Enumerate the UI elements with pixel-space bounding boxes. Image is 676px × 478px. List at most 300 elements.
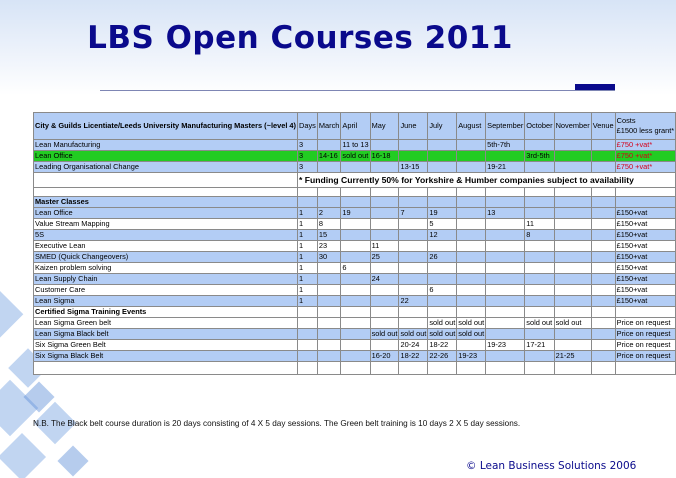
course-name: Lean Sigma Green belt: [34, 318, 298, 329]
schedule-cell: 1: [298, 274, 318, 285]
schedule-cell: sold out: [458, 329, 485, 338]
schedule-cell: [486, 329, 525, 340]
schedule-cell: sold out: [400, 329, 427, 338]
blank-cell: [428, 362, 457, 375]
schedule-cell: [525, 296, 554, 307]
schedule-cell: [317, 351, 341, 362]
schedule-cell: 8: [525, 230, 554, 241]
schedule-cell: 16-20: [370, 351, 399, 362]
title-rule-accent: [575, 84, 615, 90]
schedule-cell: [399, 140, 428, 151]
blank-cell: [428, 197, 457, 208]
schedule-cell: 13-15: [399, 162, 428, 173]
blank-cell: [615, 188, 676, 197]
schedule-cell: [298, 329, 318, 340]
column-header: Days: [298, 113, 318, 140]
schedule-cell: [341, 340, 370, 351]
schedule-cell: [428, 241, 457, 252]
course-name: Leading Organisational Change: [34, 162, 298, 173]
schedule-cell: 1: [298, 252, 318, 263]
course-cost: £150+vat: [615, 241, 676, 252]
course-name: Executive Lean: [34, 241, 298, 252]
schedule-cell: [317, 285, 341, 296]
header-course-title: City & Guilds Licentiate/Leeds University Manufacturing Masters (~level 4): [34, 113, 298, 140]
blank-cell: [399, 362, 428, 375]
schedule-cell: [554, 208, 591, 219]
schedule-cell: [525, 162, 554, 173]
course-row: [34, 230, 676, 241]
course-name: Lean Office: [34, 208, 298, 219]
blank-cell: [525, 188, 554, 197]
schedule-cell: 30: [317, 252, 341, 263]
blank-cell: [341, 362, 370, 375]
course-cost: £750 +vat*: [615, 162, 676, 173]
schedule-cell: [370, 285, 399, 296]
course-cost: £150+vat: [615, 252, 676, 263]
schedule-cell: 25: [370, 252, 399, 263]
schedule-cell: 17-21: [525, 340, 554, 351]
schedule-cell: [370, 208, 399, 219]
column-header: October: [525, 113, 554, 140]
schedule-cell: [341, 230, 370, 241]
schedule-cell: [399, 274, 428, 285]
blank-cell: [428, 307, 457, 318]
schedule-cell: [428, 162, 457, 173]
schedule-cell: [399, 230, 428, 241]
schedule-cell: [399, 285, 428, 296]
schedule-cell: [457, 219, 486, 230]
course-cost: Price on request: [615, 329, 676, 340]
schedule-cell: sold out: [458, 318, 485, 327]
schedule-cell: 14-16: [317, 151, 341, 162]
schedule-cell: 5th-7th: [486, 140, 525, 151]
blank-cell: [525, 362, 554, 375]
schedule-cell: [317, 263, 341, 274]
schedule-cell: 1: [298, 263, 318, 274]
schedule-cell: [554, 151, 591, 162]
schedule-cell: [591, 162, 615, 173]
schedule-cell: [591, 219, 615, 230]
schedule-cell: 5: [428, 219, 457, 230]
blank-cell: [370, 362, 399, 375]
blank-cell: [399, 188, 428, 197]
blank-cell: [591, 362, 615, 375]
schedule-cell: [554, 296, 591, 307]
course-row: [34, 318, 676, 329]
schedule-cell: [486, 151, 525, 162]
blank-cell: [317, 197, 341, 208]
blank-cell: [298, 197, 318, 208]
schedule-cell: [554, 329, 591, 340]
blank-cell: [341, 197, 370, 208]
blank-cell: [399, 197, 428, 208]
schedule-cell: [370, 162, 399, 173]
schedule-cell: 1: [298, 296, 318, 307]
schedule-cell: [591, 252, 615, 263]
schedule-cell: [457, 208, 486, 219]
course-schedule-table: [33, 112, 676, 375]
schedule-cell: [457, 296, 486, 307]
schedule-cell: [525, 285, 554, 296]
column-header: [615, 113, 676, 140]
schedule-cell: [525, 274, 554, 285]
column-header: March: [317, 113, 341, 140]
schedule-cell: 1: [298, 230, 318, 241]
blank-cell: [341, 307, 370, 318]
schedule-cell: [428, 296, 457, 307]
schedule-cell: [554, 274, 591, 285]
schedule-cell: [457, 285, 486, 296]
blank-cell: [298, 307, 318, 318]
schedule-cell: sold out: [342, 151, 369, 160]
schedule-cell: [554, 230, 591, 241]
schedule-cell: 1: [298, 285, 318, 296]
schedule-cell: [341, 241, 370, 252]
course-cost: £750 +vat*: [615, 140, 676, 151]
blank-cell: [428, 188, 457, 197]
schedule-cell: [428, 274, 457, 285]
blank-cell: [34, 173, 298, 188]
schedule-cell: sold out: [526, 318, 553, 327]
blank-cell: [34, 362, 298, 375]
schedule-cell: [591, 329, 615, 340]
course-cost: £150+vat: [615, 263, 676, 274]
schedule-cell: [428, 140, 457, 151]
schedule-cell: [317, 296, 341, 307]
schedule-cell: [341, 252, 370, 263]
schedule-cell: [428, 263, 457, 274]
schedule-cell: 22-26: [428, 351, 457, 362]
schedule-cell: 8: [317, 219, 341, 230]
schedule-cell: 3: [298, 151, 318, 162]
schedule-cell: [399, 318, 428, 329]
course-cost: Price on request: [615, 318, 676, 329]
schedule-cell: [457, 151, 486, 162]
schedule-cell: [341, 274, 370, 285]
schedule-cell: 2: [317, 208, 341, 219]
schedule-cell: 24: [370, 274, 399, 285]
schedule-cell: 26: [428, 252, 457, 263]
schedule-cell: 19-23: [486, 340, 525, 351]
blank-cell: [298, 362, 318, 375]
section-sigma: Certified Sigma Training Events: [34, 307, 298, 318]
schedule-cell: [486, 296, 525, 307]
schedule-cell: [399, 252, 428, 263]
schedule-cell: [457, 274, 486, 285]
course-name: Six Sigma Green Belt: [34, 340, 298, 351]
blank-cell: [525, 307, 554, 318]
table-header-row: [34, 113, 676, 140]
blank-cell: [615, 362, 676, 375]
schedule-cell: [341, 285, 370, 296]
schedule-cell: 19: [428, 208, 457, 219]
blank-cell: [591, 188, 615, 197]
schedule-cell: [554, 162, 591, 173]
course-cost: £150+vat: [615, 219, 676, 230]
schedule-cell: [457, 252, 486, 263]
schedule-cell: [591, 241, 615, 252]
course-name: 5S: [34, 230, 298, 241]
blank-cell: [457, 307, 486, 318]
schedule-cell: [486, 263, 525, 274]
course-cost: £150+vat: [615, 296, 676, 307]
schedule-cell: 18-22: [399, 351, 428, 362]
schedule-cell: [370, 219, 399, 230]
schedule-cell: [370, 230, 399, 241]
schedule-cell: [298, 340, 318, 351]
schedule-cell: sold out: [371, 329, 398, 338]
blank-cell: [298, 188, 318, 197]
course-row: [34, 274, 676, 285]
funding-row: [34, 173, 676, 188]
blank-cell: [341, 188, 370, 197]
blank-cell: [399, 307, 428, 318]
course-row: [34, 140, 676, 151]
schedule-cell: [486, 351, 525, 362]
schedule-cell: [341, 351, 370, 362]
section-master-classes: Master Classes: [34, 197, 298, 208]
blank-cell: [591, 307, 615, 318]
schedule-cell: [591, 318, 615, 329]
schedule-cell: [370, 296, 399, 307]
schedule-cell: [399, 263, 428, 274]
schedule-cell: [457, 140, 486, 151]
schedule-cell: [525, 208, 554, 219]
schedule-cell: [554, 340, 591, 351]
schedule-cell: [370, 263, 399, 274]
schedule-cell: [298, 351, 318, 362]
blank-cell: [615, 197, 676, 208]
schedule-cell: [486, 219, 525, 230]
section-header-row: [34, 197, 676, 208]
schedule-cell: [457, 340, 486, 351]
schedule-cell: 6: [428, 285, 457, 296]
schedule-cell: [399, 151, 428, 162]
schedule-cell: 18-22: [428, 340, 457, 351]
title-rule: [100, 90, 615, 91]
column-header: September: [486, 113, 525, 140]
schedule-cell: [317, 140, 341, 151]
course-row: [34, 351, 676, 362]
schedule-cell: [428, 151, 457, 162]
schedule-cell: 22: [399, 296, 428, 307]
schedule-cell: 16-18: [370, 151, 399, 162]
blank-cell: [591, 197, 615, 208]
schedule-cell: 15: [317, 230, 341, 241]
blank-cell: [457, 188, 486, 197]
schedule-cell: 19-23: [457, 351, 486, 362]
course-cost: £150+vat: [615, 285, 676, 296]
schedule-cell: [341, 162, 370, 173]
schedule-cell: 20-24: [399, 340, 428, 351]
schedule-cell: 13: [486, 208, 525, 219]
course-cost: Price on request: [615, 340, 676, 351]
course-row: [34, 296, 676, 307]
course-name: Value Stream Mapping: [34, 219, 298, 230]
schedule-cell: [591, 263, 615, 274]
column-header: June: [399, 113, 428, 140]
schedule-cell: [554, 263, 591, 274]
schedule-cell: 1: [298, 241, 318, 252]
course-name: SMED (Quick Changeovers): [34, 252, 298, 263]
course-row: [34, 340, 676, 351]
schedule-cell: 11: [370, 241, 399, 252]
costs-header: Costs: [616, 116, 636, 125]
blank-cell: [457, 362, 486, 375]
slide-title: LBS Open Courses 2011: [87, 20, 513, 56]
course-name: Customer Care: [34, 285, 298, 296]
schedule-cell: 11: [525, 219, 554, 230]
schedule-cell: [317, 274, 341, 285]
schedule-cell: [486, 252, 525, 263]
schedule-cell: 12: [428, 230, 457, 241]
schedule-cell: [525, 351, 554, 362]
blank-cell: [525, 197, 554, 208]
course-cost: £150+vat: [615, 230, 676, 241]
course-name: Lean Office: [34, 151, 298, 162]
spacer-row: [34, 188, 676, 197]
course-cost: Price on request: [615, 351, 676, 362]
column-header: April: [341, 113, 370, 140]
schedule-cell: [525, 241, 554, 252]
course-row: [34, 263, 676, 274]
schedule-cell: [486, 285, 525, 296]
schedule-cell: [525, 140, 554, 151]
schedule-cell: [554, 219, 591, 230]
blank-cell: [317, 188, 341, 197]
schedule-cell: [554, 285, 591, 296]
schedule-cell: sold out: [429, 318, 456, 327]
schedule-cell: [591, 296, 615, 307]
schedule-cell: 7: [399, 208, 428, 219]
course-name: Lean Manufacturing: [34, 140, 298, 151]
schedule-cell: 1: [298, 219, 318, 230]
course-row: [34, 162, 676, 173]
course-row: [34, 252, 676, 263]
schedule-cell: 23: [317, 241, 341, 252]
schedule-cell: [486, 318, 525, 329]
column-header: Venue: [591, 113, 615, 140]
schedule-cell: [298, 318, 318, 329]
schedule-cell: [591, 230, 615, 241]
course-row: [34, 151, 676, 162]
schedule-cell: [317, 340, 341, 351]
schedule-cell: [486, 241, 525, 252]
course-name: Lean Sigma: [34, 296, 298, 307]
copyright: © Lean Business Solutions 2006: [466, 460, 637, 472]
schedule-cell: [554, 241, 591, 252]
course-row: [34, 208, 676, 219]
schedule-cell: 3rd-5th: [525, 151, 554, 162]
blank-cell: [317, 362, 341, 375]
schedule-cell: 1: [298, 208, 318, 219]
schedule-cell: sold out: [429, 329, 456, 338]
course-cost: £150+vat: [615, 274, 676, 285]
schedule-cell: [370, 318, 399, 329]
column-header: July: [428, 113, 457, 140]
funding-note: * Funding Currently 50% for Yorkshire & Humber companies subject to availability: [298, 173, 676, 188]
blank-cell: [34, 188, 298, 197]
schedule-cell: 21-25: [554, 351, 591, 362]
schedule-cell: 6: [341, 263, 370, 274]
blank-cell: [486, 188, 525, 197]
schedule-cell: [317, 162, 341, 173]
blank-cell: [457, 197, 486, 208]
blank-cell: [370, 307, 399, 318]
course-row: [34, 329, 676, 340]
schedule-cell: [591, 151, 615, 162]
column-header: August: [457, 113, 486, 140]
schedule-cell: [525, 263, 554, 274]
blank-cell: [554, 197, 591, 208]
schedule-cell: [457, 162, 486, 173]
schedule-cell: [341, 318, 370, 329]
schedule-cell: [554, 252, 591, 263]
course-row: [34, 241, 676, 252]
column-header: May: [370, 113, 399, 140]
course-row: [34, 219, 676, 230]
spacer-row: [34, 362, 676, 375]
blank-cell: [486, 362, 525, 375]
blank-cell: [317, 307, 341, 318]
schedule-cell: [591, 340, 615, 351]
schedule-cell: [591, 351, 615, 362]
schedule-cell: 19: [341, 208, 370, 219]
schedule-cell: [591, 285, 615, 296]
course-cost: £750 +vat*: [615, 151, 676, 162]
schedule-cell: [591, 274, 615, 285]
blank-cell: [554, 188, 591, 197]
schedule-cell: [486, 230, 525, 241]
schedule-cell: [341, 296, 370, 307]
blank-cell: [370, 197, 399, 208]
schedule-cell: [486, 274, 525, 285]
blank-cell: [554, 362, 591, 375]
course-name: Six Sigma Black Belt: [34, 351, 298, 362]
schedule-cell: [525, 252, 554, 263]
schedule-cell: [399, 219, 428, 230]
course-name: Lean Sigma Black belt: [34, 329, 298, 340]
footnote: N.B. The Black belt course duration is 20 days consisting of 4 X 5 day sessions. The Green belt training is 10 days 2 X 5 day sessions.: [33, 419, 521, 428]
schedule-cell: [399, 241, 428, 252]
column-header: November: [554, 113, 591, 140]
schedule-cell: [457, 230, 486, 241]
course-name: Kaizen problem solving: [34, 263, 298, 274]
schedule-cell: [370, 140, 399, 151]
schedule-cell: [317, 318, 341, 329]
schedule-cell: 3: [298, 140, 318, 151]
schedule-cell: [370, 340, 399, 351]
schedule-cell: 11 to 13: [342, 140, 369, 149]
schedule-cell: [341, 219, 370, 230]
schedule-cell: [317, 329, 341, 340]
course-row: [34, 285, 676, 296]
schedule-cell: [591, 140, 615, 151]
schedule-cell: [525, 329, 554, 340]
schedule-cell: sold out: [554, 318, 591, 329]
blank-cell: [370, 188, 399, 197]
course-cost: £150+vat: [615, 208, 676, 219]
schedule-cell: [341, 329, 370, 340]
blank-cell: [486, 197, 525, 208]
schedule-cell: [457, 241, 486, 252]
schedule-cell: [457, 263, 486, 274]
course-name: Lean Supply Chain: [34, 274, 298, 285]
schedule-cell: 19-21: [486, 162, 525, 173]
blank-cell: [615, 307, 676, 318]
costs-note: £1500 less grant*: [616, 126, 675, 135]
schedule-cell: [554, 140, 591, 151]
